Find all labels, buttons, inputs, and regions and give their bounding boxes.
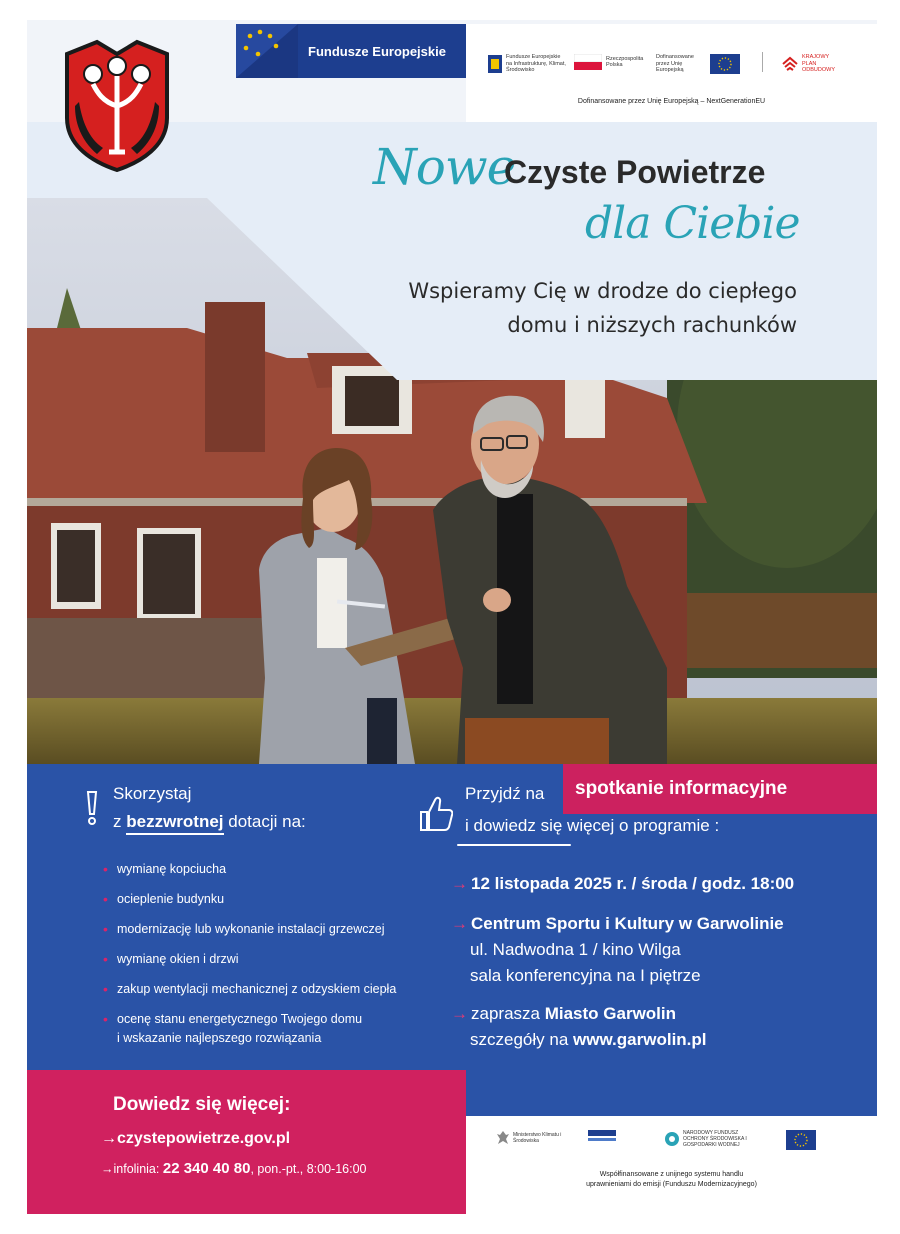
grant-heading-line2: z bezzwrotnej dotacji na:: [113, 812, 306, 832]
arrow-right-icon: →: [101, 1130, 117, 1147]
arrow-right-icon: →: [451, 914, 468, 933]
meeting-heading-line1: Przyjdź na: [465, 784, 545, 803]
meeting-invite: → zaprasza Miasto Garwolin: [451, 1004, 677, 1023]
exclamation-icon: [85, 790, 99, 826]
list-item: • wymianę kopciucha: [103, 860, 396, 879]
list-item: • modernizację lub wykonanie instalacji grzewczej: [103, 920, 396, 939]
headline-dla-ciebie: dla Ciebie: [585, 198, 800, 249]
fe-label: Fundusze Europejskie: [308, 43, 446, 59]
fe-infrastructure-icon: [488, 55, 502, 73]
hotline-info: →infolinia: 22 340 40 80, pon.-pt., 8:00-16:00: [101, 1160, 367, 1177]
poster: [27, 20, 877, 1214]
logo-divider: [762, 52, 763, 72]
bgk-logo: [588, 1130, 616, 1144]
headline-main: Czyste Powietrze: [504, 154, 766, 190]
list-item: • wymianę okien i drzwi: [103, 950, 396, 969]
eu-flag-icon: [710, 54, 740, 74]
kpo-logo: KRAJOWY PLAN ODBUDOWY: [782, 54, 842, 74]
poland-flag-icon: [574, 54, 602, 70]
meeting-venue: → Centrum Sportu i Kultury w Garwolinie: [451, 914, 784, 933]
hotline-number[interactable]: 22 340 40 80: [162, 1160, 251, 1177]
meeting-date: → 12 listopada 2025 r. / środa / godz. 18:00: [451, 874, 795, 893]
nfosigw-logo: NARODOWY FUNDUSZ OCHRONY ŚRODOWISKA I GOSPODARKI WODNEJ: [664, 1130, 749, 1148]
ministry-eagle-icon: [496, 1130, 510, 1146]
grant-heading-line1: Skorzystaj: [113, 784, 192, 803]
meeting-address: ul. Nadwodna 1 / kino Wilga: [470, 940, 681, 959]
bgk-icon: [588, 1130, 616, 1144]
garwolin-crest-icon: [57, 36, 177, 172]
list-item: • ocieplenie budynku: [103, 890, 396, 909]
headline-subtitle: Wspieramy Cię w drodze do ciepłego domu i niższych rachunków: [408, 279, 797, 337]
headline-nowe: Nowe: [373, 138, 516, 196]
learn-more-title: Dowiedz się więcej:: [113, 1094, 291, 1115]
funding-logo-bar: [466, 24, 877, 122]
learn-more-box: [27, 1070, 466, 1214]
arrow-right-icon: →: [451, 1004, 468, 1023]
thumbs-up-icon: [419, 796, 453, 832]
list-item: • ocenę stanu energetycznego Twojego domu i wskazanie najlepszego rozwiązania: [103, 1010, 396, 1048]
meeting-heading-line2: i dowiedz się więcej o programie :: [465, 816, 720, 835]
eu-flag-icon: [786, 1130, 816, 1150]
czystepowietrze-link[interactable]: →czystepowietrze.gov.pl: [101, 1130, 291, 1147]
grant-list: [103, 860, 396, 1048]
heading-underline: [457, 844, 571, 846]
meeting-tag: spotkanie informacyjne: [563, 764, 877, 814]
nfosigw-icon: [664, 1131, 680, 1147]
eu-logo-footer: [786, 1130, 816, 1150]
info-section: [27, 764, 877, 1116]
footer-caption: Współfinansowane z unijnego systemu handlu uprawnieniami do emisji (Funduszu Modernizacyjnego): [586, 1171, 757, 1188]
fe-logo-box: [236, 24, 466, 78]
funding-caption: Dofinansowane przez Unię Europejską – NextGenerationEU: [577, 98, 766, 105]
poland-logo: Rzeczpospolita Polska: [574, 54, 644, 70]
meeting-details: szczegóły na www.garwolin.pl: [470, 1030, 707, 1049]
meeting-room: sala konferencyjna na I piętrze: [470, 966, 701, 985]
fe-stars-icon: [236, 24, 298, 78]
kpo-icon: [782, 56, 798, 72]
eu-logo: Dofinansowane przez Unię Europejską: [656, 54, 740, 74]
arrow-right-icon: →: [451, 874, 468, 893]
fe-infrastructure-logo: Fundusze Europejskie na Infrastrukturę, Klimat, Środowisko: [488, 54, 568, 74]
footer-logo-bar: [466, 1116, 877, 1214]
list-item: • zakup wentylacji mechanicznej z odzyskiem ciepła: [103, 980, 396, 999]
garwolin-link[interactable]: www.garwolin.pl: [573, 1030, 707, 1049]
ministry-logo: Ministerstwo Klimatu i Środowiska: [496, 1130, 565, 1146]
arrow-right-icon: →: [101, 1162, 114, 1176]
